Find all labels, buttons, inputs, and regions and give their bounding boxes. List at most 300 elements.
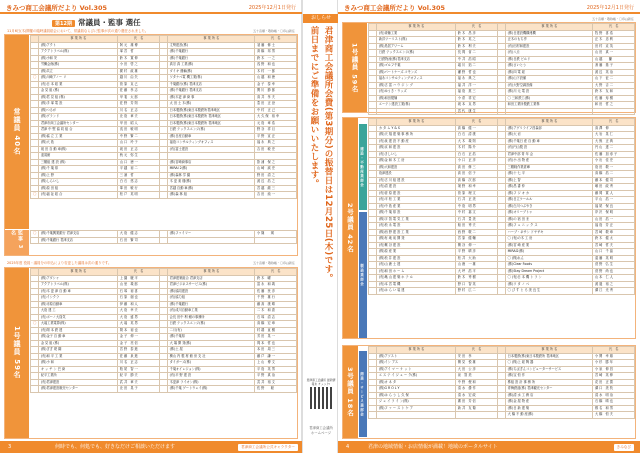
company-name: 大 橋 不 動 産(株): [506, 412, 593, 419]
person-name: 山 口 千 晶: [593, 249, 635, 256]
person-name: 甲 田 昭 人: [118, 120, 160, 127]
person-name: 鈴 木 健 太: [593, 236, 635, 243]
person-name: 福 永 典 之: [456, 76, 498, 83]
person-name: 高 田 修 三: [456, 164, 498, 171]
person-name: 大 木 義 則: [456, 138, 498, 145]
person-name: 島 田 敬 一: [593, 164, 635, 171]
company-name: (株)ゴルフ千葉: [377, 63, 456, 70]
person-name: 椎 名 和 男: [593, 405, 635, 412]
company-name: (株)日立ケールル: [506, 197, 593, 204]
g2-table: [368, 118, 635, 295]
company-name: (株)山下設備: [506, 76, 593, 83]
company-name: (有)平 松 工 業: [377, 197, 456, 204]
company-name: (有)円山製 設: [506, 145, 593, 152]
person-name: 中 野 賢 二: [118, 133, 160, 140]
company-name: [506, 108, 593, 115]
company-name: (株)川 元 電 設: [506, 89, 593, 96]
person-name: 宮 代 康 生: [456, 108, 498, 115]
company-name: (有)和 平 工 業: [39, 353, 118, 360]
company-name: (株)四 電 総: [506, 69, 593, 76]
company-name: (株)森 林 組: [168, 192, 255, 199]
person-name: 坂 田 正 志: [118, 146, 160, 153]
person-name: 岸 沢 保 明: [593, 210, 635, 217]
person-name: 宮 崎 英 伸: [593, 373, 635, 380]
person-name: 大 坪 浩 平: [456, 268, 498, 275]
person-name: 高 田 信 子: [456, 171, 498, 178]
company-name: 新洋ツーリスト(株): [377, 37, 456, 44]
person-name: 川 名 正 志: [118, 360, 160, 367]
company-name: (株)カ ネ タ: [377, 379, 456, 386]
notice-prepare: 前日までにご準備をお願いいたします。: [309, 26, 319, 188]
person-name: 豊 田 正 登: [255, 101, 297, 108]
new-mark: 〇: [31, 75, 39, 82]
election-note: 11月6日(木)開催の臨時議員総会において、常議員ならびに監事が次の通り選任されました。: [7, 29, 149, 33]
company-name: (株)土 屋: [168, 347, 255, 354]
company-name: ジ ェ イ ラ イ ン(株): [377, 399, 456, 406]
column-header: 氏 名: [118, 269, 160, 276]
person-name: 溝 口 美 枝: [593, 386, 635, 393]
person-name: 越 川 由 矢: [118, 75, 160, 82]
company-name: エ ス テ イ ジ ュ ー ク(株): [377, 373, 456, 380]
company-name: (株)宮 崎 産 業: [506, 242, 593, 249]
company-name: 丈勢建設(株): [168, 42, 255, 49]
person-name: 紀 平 節 夫: [118, 373, 160, 380]
person-name: 山 崎 誠 史: [255, 166, 297, 173]
company-name: (株)は ら う し 久 保: [377, 392, 456, 399]
company-name: (有)田村和建設: [506, 43, 593, 50]
company-name: (株)川崎アノー リ: [39, 75, 118, 82]
column-header: 事 業 所 名: [168, 269, 255, 276]
person-name: 鷲 見 悦 雄: [456, 360, 498, 367]
person-name: 大 田 公 彦: [456, 366, 498, 373]
person-name: 石 原 創 也: [118, 295, 160, 302]
person-name: 佐 野 聡: [255, 386, 297, 393]
person-name: 石 塚 裕 喜: [118, 288, 160, 295]
company-name: (有)和 田 ホ ー ム: [377, 268, 456, 275]
column-header: 事 業 所 名: [377, 24, 456, 31]
company-name: 君津中部 青 年 会: [506, 151, 593, 158]
g3-side-label: 3号議員 18名: [343, 346, 358, 438]
company-name: (株)協 立 工 業: [39, 133, 118, 140]
person-name: 芳 田 晃 一: [255, 334, 297, 341]
person-name: 二 木 和 恵: [255, 308, 297, 315]
person-name: 鈴 木 寛 伸: [118, 55, 160, 62]
company-name: (株)千葉 ゲートウェイ(株): [168, 386, 255, 393]
page-number: 3: [8, 444, 12, 450]
person-name: 本 田 周 三: [255, 347, 297, 354]
person-name: 鈴 木 英 之: [456, 37, 498, 44]
company-name: (株)白川つぶやき: [506, 203, 593, 210]
person-name: 宮 崎 敬 章: [593, 229, 635, 236]
company-name: (株)フ ェ ニ ッ ク ス: [506, 223, 593, 230]
company-name: アクアトラベル(株): [39, 49, 118, 56]
sort-note-2: 五十音順・敬称略・〇印は新任: [252, 261, 295, 265]
person-name: 廣 田 芳 信: [456, 399, 498, 406]
person-name: 山 田 真 一: [593, 50, 635, 57]
column-header: 事 業 所 名: [39, 269, 118, 276]
issue-date-right: 2025年12月1日発行: [586, 5, 634, 11]
company-name: 青梅鉄道(株) 君津観光センター: [506, 386, 593, 393]
person-name: 木 村 陽 介: [456, 145, 498, 152]
person-name: 村 端 直 樹: [255, 327, 297, 334]
person-name: 石 塚 清 志: [255, 314, 297, 321]
company-name: (有)斉藤工業: [377, 30, 456, 37]
giin1-table: [30, 268, 297, 393]
qr-block: [306, 378, 336, 422]
person-name: 宮 崎 哲 夫: [593, 242, 635, 249]
left-header: [0, 0, 302, 14]
person-name: 岡 本 裕 也: [118, 327, 160, 334]
person-name: 菅 野 弘 生: [593, 262, 635, 269]
person-name: 渡 辺 浩 之: [255, 179, 297, 186]
company-name: 三鶴軽作業倉庫: [506, 164, 593, 171]
footer-slogan: 何時でも、何処でも、好きなだけご相談いただけます: [55, 444, 176, 450]
person-name: 渡 辺 英 治: [593, 69, 635, 76]
company-name: 君津ビジネスサービス(株): [168, 282, 255, 289]
person-name: 渡 邊 裕 之: [593, 281, 635, 288]
company-name: (株)十 七 平: [506, 171, 593, 178]
company-name: (有)成川自動車工業: [168, 308, 255, 315]
company-name: (株)共立: [39, 68, 118, 75]
person-name: 宮 野 泰 進: [118, 347, 160, 354]
column-header: 氏 名: [255, 269, 297, 276]
new-mark: [369, 412, 377, 419]
new-mark: [497, 288, 505, 295]
company-name: (株)大 島: [39, 140, 118, 147]
left-footer: [0, 441, 302, 453]
kanji-side-label: 監事 3名: [5, 230, 29, 255]
company-name: 〇 三和鉄工(株): [506, 95, 593, 102]
person-name: 菅 野 尚 也: [593, 268, 635, 275]
person-name: 甲 斐 太 郎: [118, 94, 160, 101]
company-name: (株)市原自動車: [39, 301, 118, 308]
company-name: (有)ゆうき・ウッズ: [377, 89, 456, 96]
column-header: 氏 名: [593, 347, 635, 354]
person-name: 松 戸 英 明: [118, 192, 160, 199]
column-header: 事 業 所 名: [39, 36, 118, 43]
company-name: 大島 建 工: [39, 308, 118, 315]
company-name: 労働会館(株): [39, 62, 118, 69]
person-name: 溝 江 光 秀: [593, 288, 635, 295]
company-name: (株)アグリライフ昌森部: [506, 125, 593, 132]
g3-sub-commerce: 商業・サービス業部会: [359, 351, 367, 437]
company-name: 正木のもち亭: [506, 37, 593, 44]
company-name: (有)ボーノ大窪気: [39, 314, 118, 321]
company-name: (有)君津建設: [39, 379, 118, 386]
company-name: (株)千葉興業銀行 君津支店: [39, 231, 118, 238]
company-name: (有)大野空調設備: [506, 82, 593, 89]
company-name: 木更津 ライオン(株): [168, 379, 255, 386]
person-name: 遠 藤 英 明: [593, 255, 635, 262]
company-name: (有)富士建設: [168, 146, 255, 153]
person-name: 長 岡 省 二: [456, 50, 498, 57]
person-name: 清 水 明 治: [593, 392, 635, 399]
person-name: 野 口 智 英: [456, 281, 498, 288]
company-name: 君津建築組合 君津支店: [168, 275, 255, 282]
person-name: [593, 108, 635, 115]
company-name: (有)松 永 電 設: [377, 223, 456, 230]
column-header: 事 業 所 名: [506, 119, 593, 126]
person-name: 小 関 幸 雄: [593, 353, 635, 360]
new-mark: 〇: [31, 321, 39, 328]
person-name: 山 田 浩 一: [593, 216, 635, 223]
company-name: (株)宇 智 電 気 工 業: [377, 216, 456, 223]
table-row: [31, 192, 297, 199]
person-name: 船 田 秀 夫: [456, 223, 498, 230]
table-row: [369, 288, 635, 295]
company-name: (有)日 本 総 業: [39, 81, 118, 88]
new-mark: [159, 386, 167, 393]
person-name: 北 島 章 夫: [118, 114, 160, 121]
person-name: 清 水 優 作: [456, 386, 498, 393]
person-name: 大 岩 晃 仁: [593, 132, 635, 139]
person-name: 牧 野 喜 浩: [593, 30, 635, 37]
person-name: 武 井 裕 文: [255, 379, 297, 386]
company-name: (有)は ら い 装 建: [377, 288, 456, 295]
person-name: 山 口 玲 子: [118, 140, 160, 147]
person-name: 新 井 友 衛: [456, 405, 498, 412]
person-name: 浅 田 敏 明: [118, 127, 160, 134]
company-name: 日鉄 テックスエンジ(株): [168, 321, 255, 328]
person-name: 瀬 野 哲 也: [456, 69, 498, 76]
company-name: 迎賓館: [39, 153, 118, 160]
company-name: 二月(有): [168, 327, 255, 334]
person-name: 野 田 清 之: [255, 172, 297, 179]
qr-caption: 君津商工会議所 最新情報を チェック!: [306, 378, 336, 386]
person-name: 浅 野 和 也: [255, 62, 297, 69]
person-name: 菅 原 克 己: [118, 81, 160, 88]
company-name: 大 場 開 発(株): [168, 340, 255, 347]
column-header: 氏 名: [593, 119, 635, 126]
company-name: 紀平工業所: [39, 373, 118, 380]
person-name: 福 島 恵 三: [456, 89, 498, 96]
new-mark: 〇: [31, 231, 39, 238]
person-name: 大 野 吉 二: [593, 82, 635, 89]
company-name: (株)千 葉 県 設: [377, 210, 456, 217]
new-mark: [159, 237, 167, 244]
company-name: (株)古 富 ハ ウ ジ ン グ: [377, 82, 456, 89]
company-name: [377, 108, 456, 115]
company-name: (株)松 井 建 設: [377, 255, 456, 262]
page-number-right: 4: [346, 444, 350, 450]
company-name: カ タ ム Y & S: [377, 125, 456, 132]
person-name: 中 村 正 己: [255, 107, 297, 114]
company-name: 〇 (有)の木 工 房: [506, 236, 593, 243]
person-name: 野 村 広 二: [456, 288, 498, 295]
company-name: (株)金 和 木 工 房: [377, 158, 456, 165]
column-header: 事 業 所 名: [506, 347, 593, 354]
person-name: 元 島 章 浩: [255, 120, 297, 127]
company-name: (株)アダシャ: [39, 275, 118, 282]
person-name: 髙 橋 邦 男: [255, 49, 297, 56]
person-name: 秋 元 弥 生: [118, 153, 160, 160]
company-name: (株)原 産 業: [377, 249, 456, 256]
company-name: (株)天 翔 建 築 事 務 所: [377, 132, 456, 139]
issue-date: 2025年12月1日発行: [248, 5, 296, 11]
company-name: (株)日 新 建 築: [506, 405, 593, 412]
person-name: 菅 原 理 文: [456, 190, 498, 197]
person-name: 藤 高 康 晴: [255, 301, 297, 308]
company-name: 千葉銀行(株) 君津支店: [168, 81, 255, 88]
qr-code-icon[interactable]: [310, 387, 332, 409]
company-name: (株)アクト: [39, 42, 118, 49]
person-name: 高 澤 伸: [593, 125, 635, 132]
company-name: (株)ちばぎんコンピューターサービス: [506, 366, 593, 373]
footer-badge: 君津商工会議所公式キャラクター: [238, 444, 298, 451]
person-name: 小 篠 瑛: [255, 231, 297, 238]
person-name: 高 橋 浩 二: [593, 171, 635, 178]
person-name: 佐 藤 泉 進: [118, 353, 160, 360]
person-name: 山 鹿 一 雄: [456, 262, 498, 269]
company-name: (株)金 屋 物 産: [506, 399, 593, 406]
company-name: (株)木更 津 商 事: [168, 94, 255, 101]
person-name: 泉 智 美: [456, 373, 498, 380]
company-name: (株)Stay Dream Project: [506, 268, 593, 275]
person-name: 清 水 宏 政: [456, 392, 498, 399]
company-name: MIRAI 2(株): [168, 166, 255, 173]
person-name: 高 橋 健 一: [456, 125, 498, 132]
g3-table: [368, 346, 635, 419]
person-name: 福 永 典 之: [255, 140, 297, 147]
company-name: 君津市商工会議所センター: [39, 120, 118, 127]
company-name: 真宗 真 工業(株): [168, 62, 255, 69]
company-name: (株)千葉銀行: [168, 55, 255, 62]
person-name: 平 野 晴 彦: [456, 249, 498, 256]
company-name: (株)原 田 組: [39, 185, 118, 192]
new-mark: [369, 108, 377, 115]
person-name: 川 名 正 志: [118, 107, 160, 114]
person-name: 石 井 正 美: [456, 197, 498, 204]
g2-side-label: 2号議員 42名: [343, 118, 358, 338]
left-page: [0, 0, 302, 453]
right-page: [338, 0, 640, 453]
company-name: (株)Clear Foods: [506, 262, 593, 269]
section-title: 常議員・監事 選任: [77, 18, 141, 27]
company-name: (株)ファイリー: [168, 231, 255, 238]
new-mark: 〇: [31, 192, 39, 199]
company-name: (株)小和 安: [39, 55, 118, 62]
person-name: 粕 尾 智 一: [118, 366, 160, 373]
person-name: 影 浦 保 之: [255, 159, 297, 166]
person-name: 平 野 宣 正: [255, 133, 297, 140]
person-name: 大 熊 正 典: [593, 138, 635, 145]
company-name: (有)岡 本 鉄 建: [39, 327, 118, 334]
person-name: 野 谷 祥 旦: [255, 127, 297, 134]
person-name: 和 田 哲 之: [593, 102, 635, 109]
g1-table: [368, 23, 635, 115]
company-name: 大堀工業電算(株): [39, 321, 118, 328]
company-name: 〇 (株)れん: [506, 255, 593, 262]
company-name: (株)ワ タ ノ ベ: [506, 281, 593, 288]
company-name: (株)和田製麺: [377, 95, 456, 102]
company-name: 福永コンサルティングオフィス: [377, 76, 456, 83]
person-name: 中 井 浩 昭: [456, 56, 498, 63]
person-name: 白 石 正 浩: [456, 151, 498, 158]
column-header: 事 業 所 名: [377, 347, 456, 354]
company-name: (株)ぎぎ 堤 鋼: [39, 347, 118, 354]
person-name: 鈴 木 一 之: [255, 55, 297, 62]
company-name: (株)千葉銀行: [168, 49, 255, 56]
person-name: 吉 田 純 一: [255, 192, 297, 199]
giin1-side-label: 1号議員 59名: [5, 268, 29, 438]
person-name: 小 杉 勝 年: [593, 360, 635, 367]
person-name: 阿 元 雄 博: [118, 42, 160, 49]
company-name: (株)君津建設販売センター: [39, 386, 118, 393]
company-name: (株)宝 恒 作: [506, 373, 593, 380]
company-name: (有)福 祉 総 合: [39, 192, 118, 199]
company-name: アクアトラベル(株): [39, 282, 118, 289]
company-name: (株)アイ マ ー ケ ッ ト: [377, 366, 456, 373]
company-name: [168, 237, 255, 244]
person-name: 中 村 嘉 文: [456, 210, 498, 217]
person-name: 須 藤 修 士: [255, 42, 297, 49]
company-name: (株)さいとう: [506, 63, 593, 70]
company-name: 会長 田中 利 頼の事務所: [168, 314, 255, 321]
person-name: 大 島 盛 男: [118, 314, 160, 321]
company-name: (株)協同建設: [168, 288, 255, 295]
person-name: 山 越 蘭: [593, 56, 635, 63]
person-name: 峯 田 敏 行: [118, 185, 160, 192]
company-name: (株)宮崎商事店: [168, 159, 255, 166]
person-name: 佐 藤 孝 志: [118, 88, 160, 95]
person-name: 鈴 木 友 和: [593, 89, 635, 96]
company-name: (株)グランド: [39, 114, 118, 121]
company-name: 金 見 組 (株): [39, 88, 118, 95]
company-name: (株)西 野 建 設 工 業: [377, 229, 456, 236]
kanji-table: [30, 230, 297, 244]
company-name: (株)日産自動車: [168, 133, 255, 140]
person-name: 西 野 敬 二: [456, 229, 498, 236]
company-name: (株)大 岩: [506, 132, 593, 139]
person-name: 藤 岡 寛 人: [593, 190, 635, 197]
person-name: 松 井 大 助: [456, 255, 498, 262]
company-name: (株)日鉄 ビルド: [506, 56, 593, 63]
new-mark: [497, 108, 505, 115]
person-name: 石 井 豊 美: [456, 216, 498, 223]
company-name: (株)小 和: [39, 360, 118, 367]
company-name: (株)G R O L Y: [377, 386, 456, 393]
company-name: 〇 (有)日 本 機 ト ラ ン: [506, 275, 593, 282]
company-name: 日本製鉄(株)東日本製鉄所 君津地区: [168, 114, 255, 121]
company-name: MIRAI2(株): [506, 249, 593, 256]
company-name: 金 見 組 (株): [39, 340, 118, 347]
company-name: (株)上 智: [506, 177, 593, 184]
company-name: (有)イシクラ: [39, 295, 118, 302]
person-name: 三 浦 哲: [118, 172, 160, 179]
person-name: 藤 戸 謙 一: [255, 353, 297, 360]
person-name: 石 田 賢 司: [118, 237, 160, 244]
company-name: (有)鷲 谷 建 設: [377, 242, 456, 249]
company-name: (株)京 和 建 設: [377, 145, 456, 152]
company-name: 横山 内 製 材 館 房 支 社: [168, 353, 255, 360]
person-name: 平 山 浩 一: [593, 197, 635, 204]
company-name: 和田工業所製鉄工業株: [506, 102, 593, 109]
person-name: 山 本 仁 人: [593, 275, 635, 282]
kiminavi-badge[interactable]: きみなび: [614, 444, 634, 451]
company-name: (株)しらいし: [39, 179, 118, 186]
person-name: 坂 本 克 男: [456, 102, 498, 109]
person-name: 大 島 健 志: [118, 231, 160, 238]
person-name: 北 田 晃 子: [118, 386, 160, 393]
person-name: 大 橋 恒 夫: [593, 412, 635, 419]
person-name: 中 野 俊 和: [456, 379, 498, 386]
company-name: タイガーズ(株): [168, 360, 255, 367]
company-name: 〇 (株)上 総 陶 器: [506, 360, 593, 367]
table-row: [369, 412, 635, 419]
person-name: 高 橋 次 郎: [456, 177, 498, 184]
company-name: (株)清 水 工 務 店: [506, 392, 593, 399]
notice-payment-date: 君津商工会議所会費(第3期分)の振替日は12月25日(木)です。: [323, 26, 333, 283]
